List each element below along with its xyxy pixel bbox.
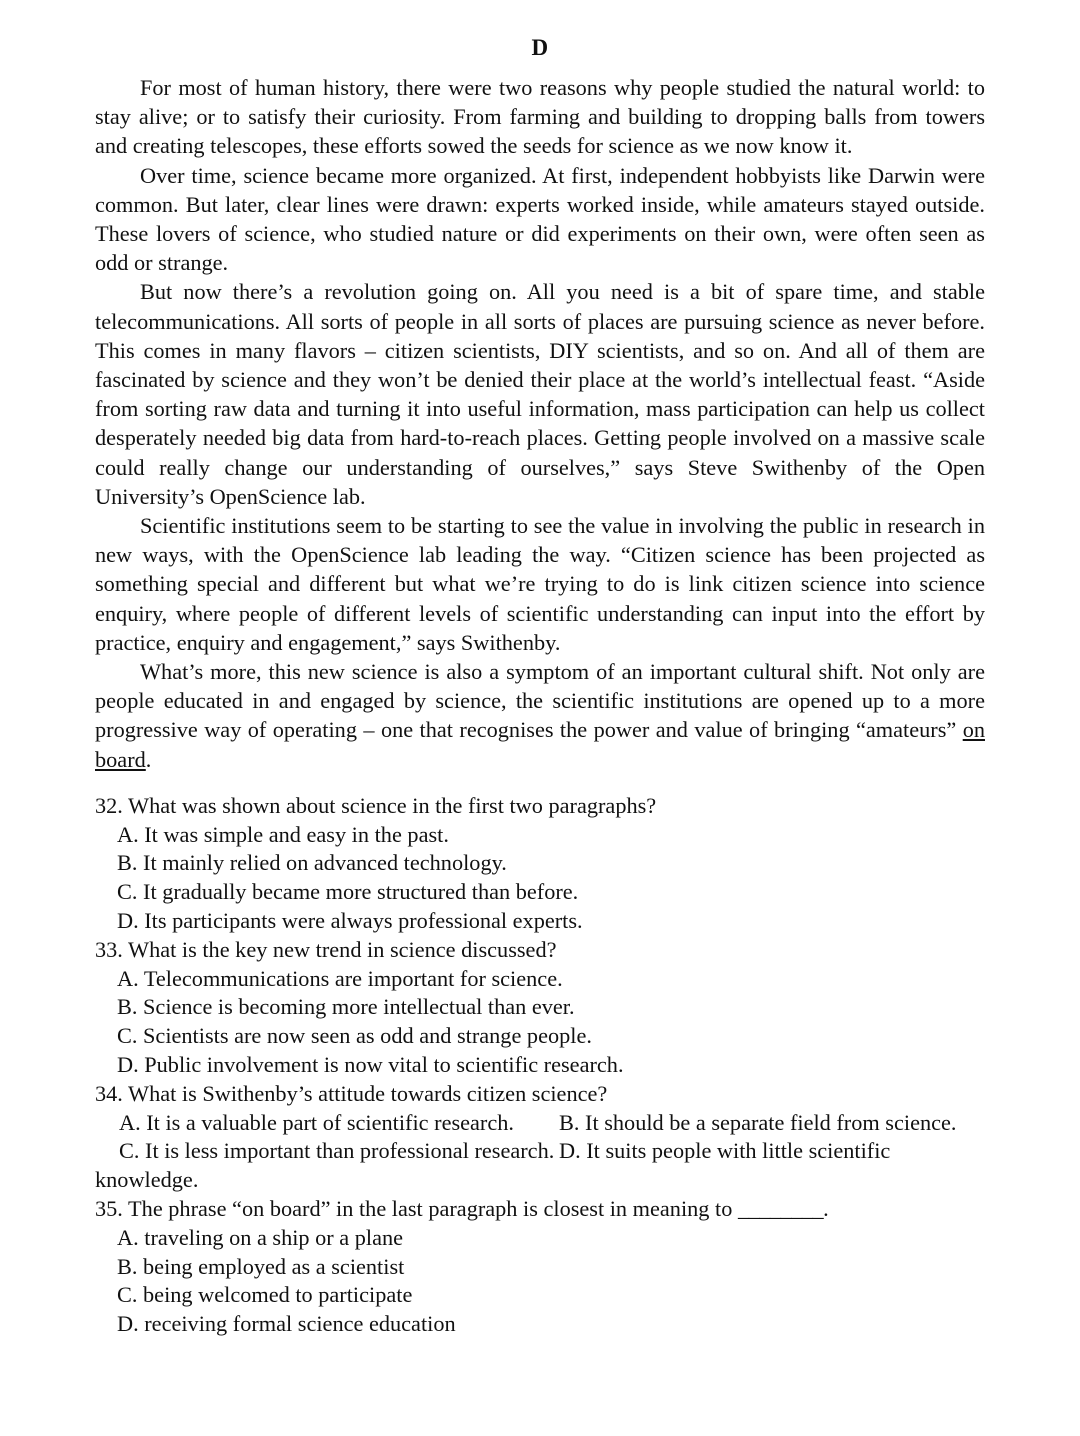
question-33-stem xyxy=(95,936,985,965)
question-35-option-a[interactable]: A. traveling on a ship or a plane xyxy=(117,1224,404,1250)
question-35-number: 35. xyxy=(95,1196,123,1222)
question-34-option-d[interactable]: D. It suits people with little scientific xyxy=(559,1138,891,1164)
question-32-option-a[interactable]: A. It was simple and easy in the past. xyxy=(117,821,449,847)
question-35-text-end: . xyxy=(823,1196,829,1222)
underlined-phrase-on-board: on board xyxy=(95,717,985,772)
question-34-number: 34. xyxy=(95,1080,123,1106)
question-33-option-a[interactable]: A. Telecommunications are important for science. xyxy=(117,965,563,991)
question-35-stem xyxy=(95,1195,985,1224)
passage-paragraph-4: Scientific institutions seem to be starting to see the value in involving the public in research in new ways, with the OpenScience lab leading the way. “Citizen science has been projected as something special and different but what we’re trying to do is link citizen science into science enquiry, where people of different levels of scientific understanding can input into the effort by practice, enquiry and engagement,” says Swithenby. xyxy=(95,513,985,655)
final-paragraph-text-before: What’s more, this new science is also a symptom of an important cultural shift. Not only are people educated in and engaged by science, the scientific institutions are opened up to a more progressive way of operating – one that recognises the power and value of bringing “amateurs” xyxy=(95,659,985,743)
question-35-option-c[interactable]: C. being welcomed to participate xyxy=(117,1282,413,1308)
question-34-option-row-2 xyxy=(95,1137,985,1166)
passage-paragraph-3: But now there’s a revolution going on. All you need is a bit of spare time, and stable telecommunications. All sorts of people in all sorts of places are pursuing science as never before. This comes in many flavors – citizen scientists, DIY scientists, and so on. And all of them are fascinated by science and they won’t be denied their place at the world’s intellectual feast. “Aside from sorting raw data and turning it into useful information, mass participation can help us collect desperately needed big data from hard-to-reach places. Getting people involved on a massive scale could really change our understanding of ourselves,” says Steve Swithenby of the Open University’s OpenScience lab. xyxy=(95,279,985,509)
passage-paragraph-5 xyxy=(95,657,985,774)
question-33-text: What is the key new trend in science discussed? xyxy=(128,936,557,962)
question-35 xyxy=(95,1195,985,1339)
question-33-option-c[interactable]: C. Scientists are now seen as odd and strange people. xyxy=(117,1023,592,1049)
question-34-option-c[interactable]: C. It is less important than professional research. xyxy=(119,1138,555,1164)
question-35-option-d[interactable]: D. receiving formal science education xyxy=(117,1311,456,1337)
question-32-option-d[interactable]: D. Its participants were always professional experts. xyxy=(117,908,583,934)
question-34-option-row-1 xyxy=(95,1109,985,1138)
question-33-number: 33. xyxy=(95,936,123,962)
final-paragraph-text-after: . xyxy=(145,746,152,772)
question-34-text: What is Swithenby’s attitude towards citizen science? xyxy=(128,1080,608,1106)
document-page xyxy=(95,0,985,1436)
question-32-option-c[interactable]: C. It gradually became more structured than before. xyxy=(117,879,579,905)
question-32-option-b[interactable]: B. It mainly relied on advanced technology. xyxy=(117,850,507,876)
question-32-stem xyxy=(95,792,985,821)
question-34-option-a[interactable]: A. It is a valuable part of scientific research. xyxy=(119,1109,514,1135)
question-35-text: The phrase “on board” in the last paragraph is closest in meaning to xyxy=(128,1196,738,1222)
question-34-options xyxy=(95,1109,985,1195)
passage-body xyxy=(95,73,985,774)
question-34 xyxy=(95,1080,985,1195)
question-35-answer-blank[interactable]: ________ xyxy=(737,1196,824,1222)
question-32-text: What was shown about science in the first two paragraphs? xyxy=(128,792,657,818)
question-34-option-b[interactable]: B. It should be a separate field from science. xyxy=(559,1109,957,1135)
question-35-option-b[interactable]: B. being employed as a scientist xyxy=(117,1253,405,1279)
question-33-option-d[interactable]: D. Public involvement is now vital to scientific research. xyxy=(117,1052,624,1078)
questions-list xyxy=(95,792,985,1339)
passage-paragraph-1: For most of human history, there were two reasons why people studied the natural world: to stay alive; or to satisfy their curiosity. From farming and building to dropping balls from towers and creating telescopes, these efforts sowed the seeds for science as we now know it. xyxy=(95,75,985,159)
passage-paragraph-2: Over time, science became more organized. At first, independent hobbyists like Darwin were common. But later, clear lines were drawn: experts worked inside, while amateurs stayed outside. These lovers of science, who studied nature or did experiments on their own, were often seen as odd or strange. xyxy=(95,162,985,276)
question-33 xyxy=(95,936,985,1080)
question-32-number: 32. xyxy=(95,792,123,818)
section-heading: D xyxy=(531,35,549,60)
question-34-option-d-continuation[interactable]: knowledge. xyxy=(95,1167,199,1193)
question-32 xyxy=(95,792,985,936)
question-33-option-b[interactable]: B. Science is becoming more intellectual than ever. xyxy=(117,994,575,1020)
question-34-stem xyxy=(95,1080,985,1109)
